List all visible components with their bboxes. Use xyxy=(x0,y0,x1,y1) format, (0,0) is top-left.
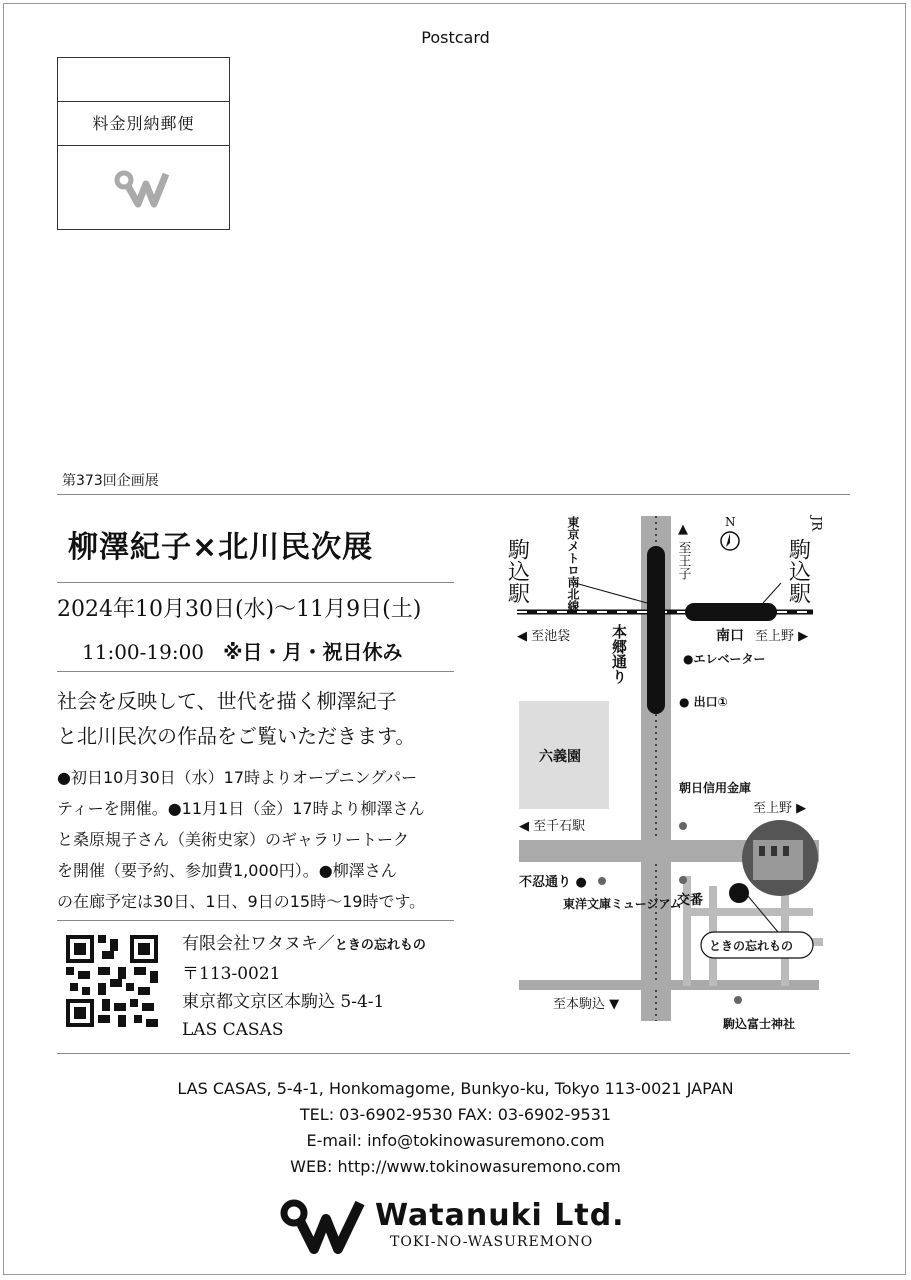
access-map xyxy=(504,508,843,1043)
divider xyxy=(57,494,850,495)
contact-footer xyxy=(0,1076,911,1180)
building-name: LAS CASAS xyxy=(182,1020,284,1040)
exhibition-description xyxy=(57,684,415,754)
to-ueno-label-2: 至上野 ▶ xyxy=(753,801,807,816)
metro-station-label: 駒込駅 xyxy=(504,538,530,604)
exhibition-edition: 第373回企画展 xyxy=(62,473,159,489)
gallery-label: ときの忘れもの xyxy=(709,939,794,953)
footer-web: WEB: http://www.tokinowasuremono.com xyxy=(290,1157,621,1176)
company-name: 有限会社ワタヌキ／ xyxy=(182,934,335,954)
gallery-location-marker xyxy=(729,883,749,903)
south-exit-label: 南口 xyxy=(716,628,744,644)
brand-subtitle: TOKI-NO-WASUREMONO xyxy=(390,1234,594,1250)
description-line: と北川民次の作品をご覧いただきます。 xyxy=(57,724,416,748)
postal-code: 〒113-0021 xyxy=(182,964,281,984)
exit1-label: ● 出口① xyxy=(679,695,728,709)
gallery-name: ときの忘れもの xyxy=(334,938,426,953)
elevator-label: ●エレベーター xyxy=(683,652,766,666)
north-exit-label: 北口 xyxy=(716,586,744,602)
exhibition-title: 柳澤紀子×北川民次展 xyxy=(68,530,374,565)
divider xyxy=(57,671,454,672)
koban-label: 交番 xyxy=(677,893,704,908)
postcard-label: Postcard xyxy=(421,28,490,47)
to-sengoku-label: ◀ 至千石駅 xyxy=(519,819,586,834)
to-oji-label: ▲ 至王子 xyxy=(675,522,691,581)
toyo-bunko-label: 東洋文庫ミュージアム xyxy=(563,897,682,911)
brand-name: Watanuki Ltd. xyxy=(375,1198,625,1233)
footer-address: LAS CASAS, 5-4-1, Honkomagome, Bunkyo-ku, Tokyo 113-0021 JAPAN xyxy=(177,1079,734,1098)
closed-days: ※日・月・祝日休み xyxy=(223,640,403,664)
shrine-label: 駒込富士神社 xyxy=(723,1017,796,1031)
rikugien-label: 六義園 xyxy=(539,749,581,765)
description-line: 社会を反映して、世代を描く柳澤紀子 xyxy=(57,689,397,713)
metro-station-platform xyxy=(647,546,665,714)
watanuki-brand-logo-icon xyxy=(280,1195,370,1255)
exhibition-hours xyxy=(82,636,403,665)
watanuki-logo-icon xyxy=(114,168,174,208)
to-ikebukuro-label: ◀ 至池袋 xyxy=(517,629,571,644)
street-address: 東京都文京区本駒込 5-4-1 xyxy=(182,992,385,1012)
postage-text: 料金別納郵便 xyxy=(58,102,229,146)
footer-phone: TEL: 03-6902-9530 FAX: 03-6902-9531 xyxy=(299,1105,612,1124)
bank-label: 朝日信用金庫 xyxy=(679,781,752,795)
metro-line-label: 東京メトロ南北線 xyxy=(566,516,580,612)
event-line: ●初日10月30日（水）17時よりオープニングパー xyxy=(57,768,418,787)
north-label: N xyxy=(725,515,736,529)
jr-station-platform xyxy=(685,603,777,621)
divider xyxy=(57,582,454,583)
jr-label: JR xyxy=(808,516,824,531)
divider xyxy=(57,1053,850,1054)
event-line: を開催（要予約、参加費1,000円）。●柳澤さん xyxy=(57,861,397,880)
event-notes xyxy=(57,762,457,917)
exhibition-dates: 2024年10月30日(水)〜11月9日(土) xyxy=(57,597,422,622)
qr-code-icon xyxy=(66,935,158,1027)
address-block xyxy=(182,930,426,1044)
to-ueno-label: 至上野 ▶ xyxy=(755,629,809,644)
hongo-dori-label: 本郷通り xyxy=(610,624,628,684)
event-line: ティーを開催。●11月1日（金）17時より柳澤さん xyxy=(57,799,425,818)
footer-email: E-mail: info@tokinowasuremono.com xyxy=(306,1131,605,1150)
postage-box xyxy=(57,57,230,230)
event-line: と桑原規子さん（美術史家）のギャラリートーク xyxy=(57,830,410,849)
shinobazu-label: 不忍通り ● xyxy=(519,875,587,890)
jr-station-label: 駒込駅 xyxy=(785,538,811,604)
opening-hours: 11:00-19:00 xyxy=(82,640,205,664)
event-line: の在廊予定は30日、1日、9日の15時〜19時です。 xyxy=(57,892,426,911)
divider xyxy=(57,920,454,921)
to-honkomagome-label: 至本駒込 ▼ xyxy=(553,997,620,1012)
